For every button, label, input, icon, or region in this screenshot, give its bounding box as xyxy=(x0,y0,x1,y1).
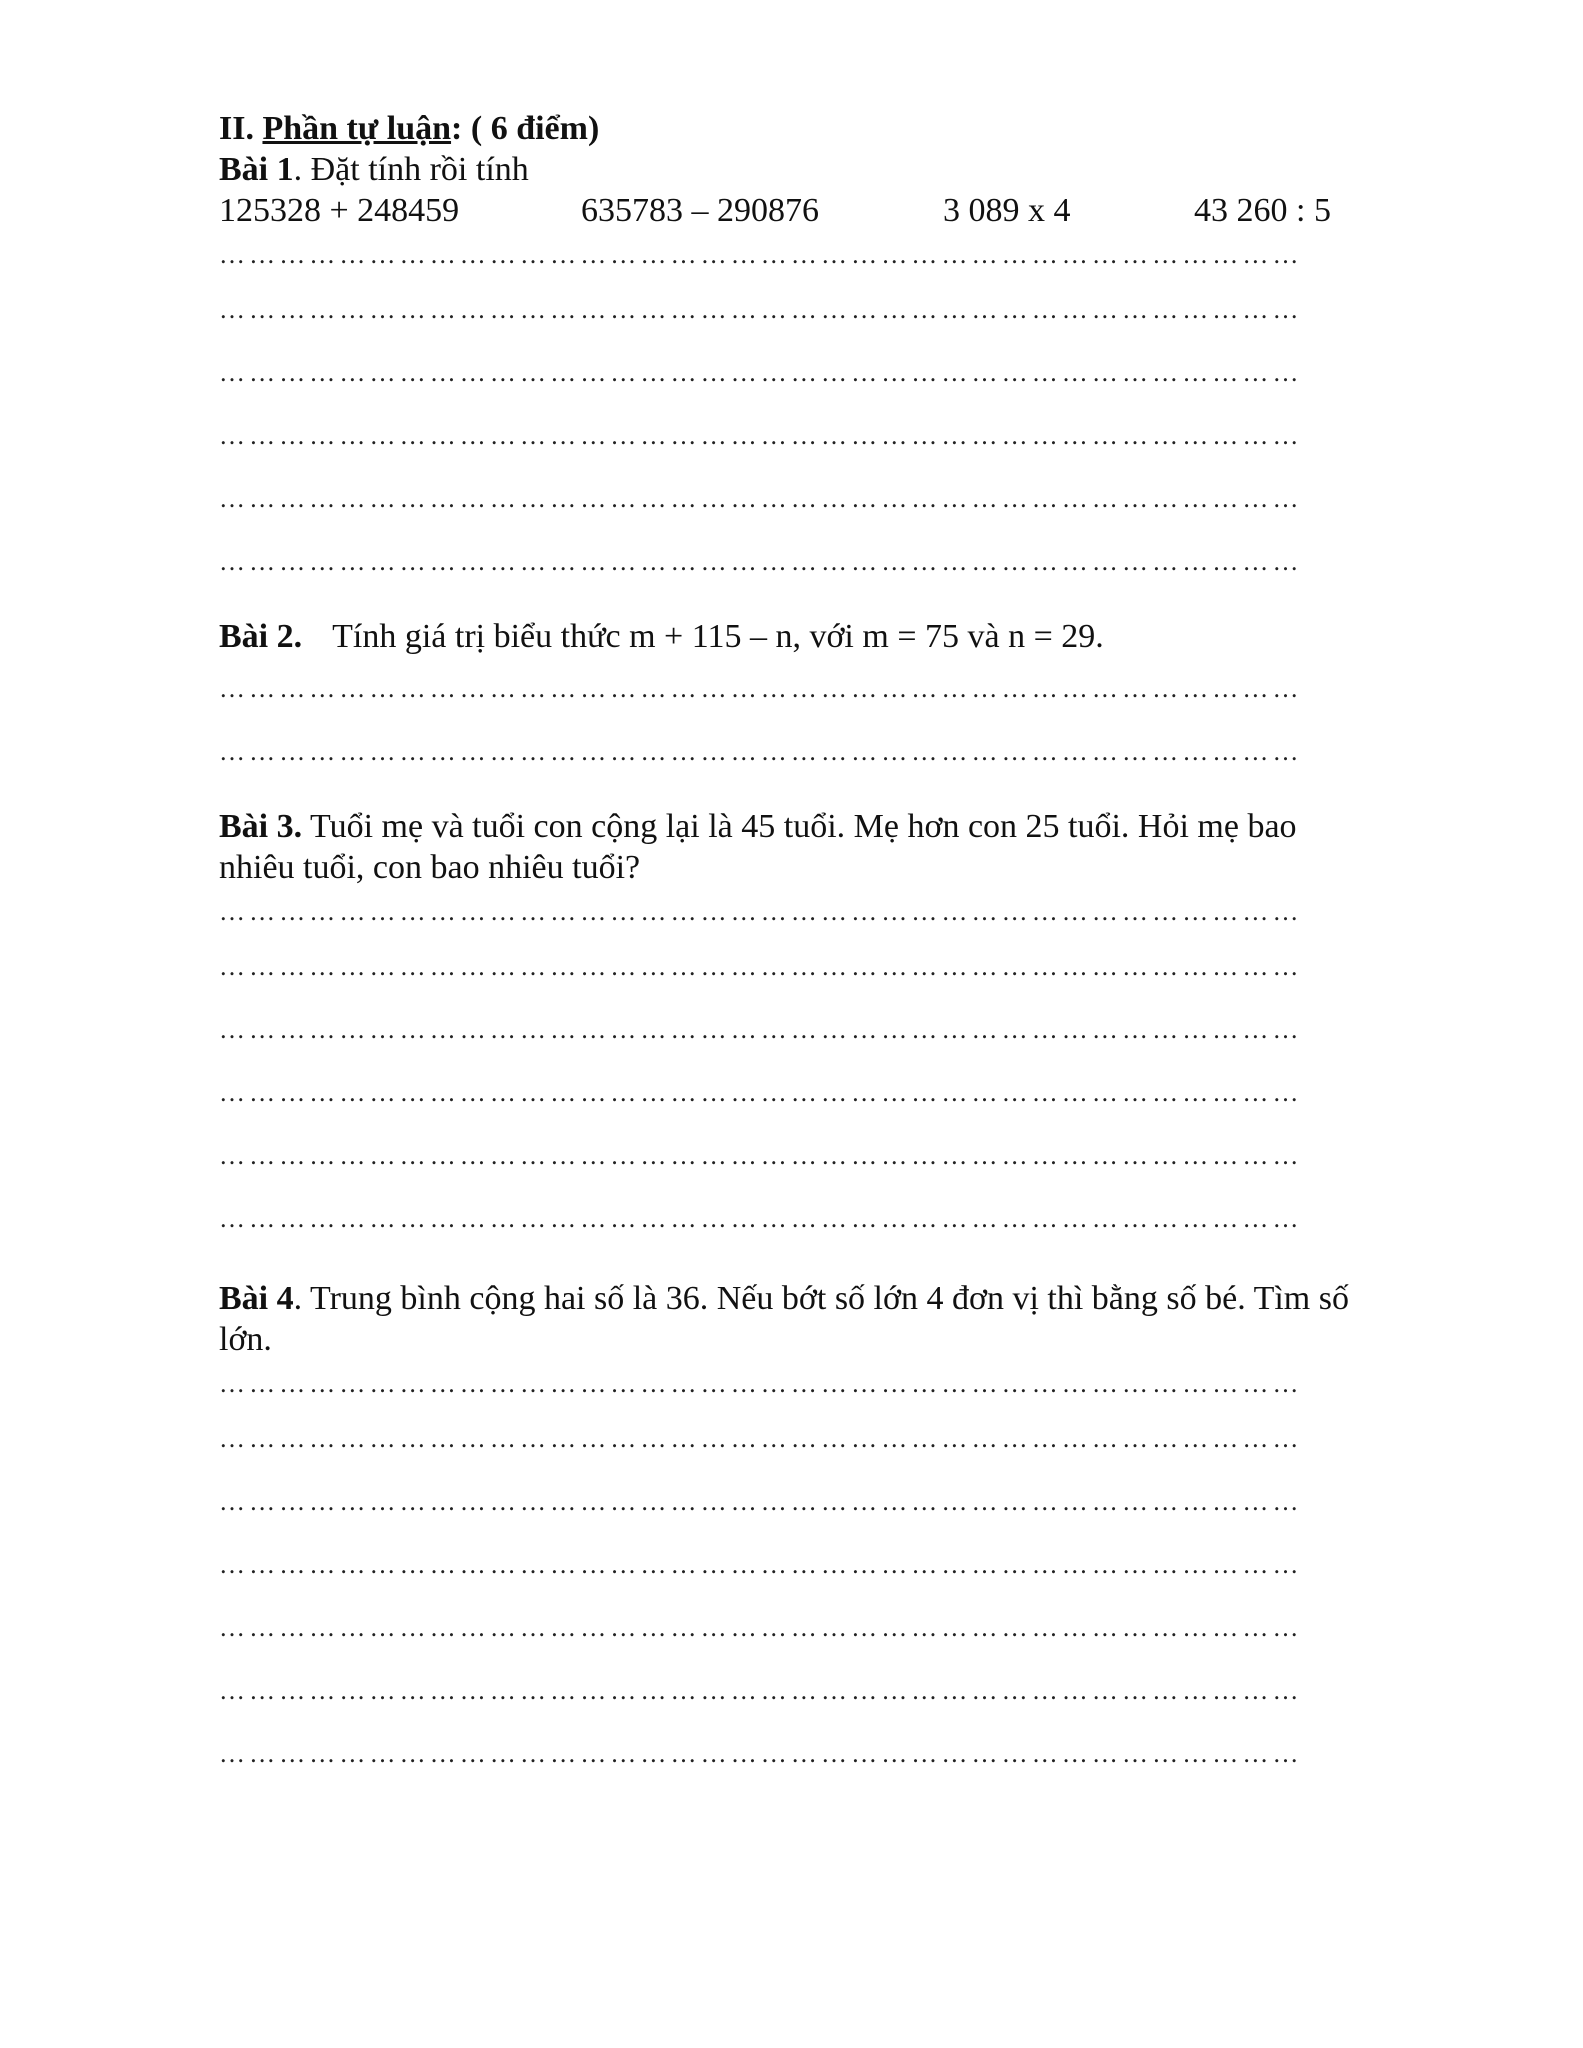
exercise-2-heading xyxy=(219,616,1429,657)
exercise-4-answer-area[interactable] xyxy=(219,1360,1429,1785)
answer-line[interactable]: ……………………………………………………………………………………………… xyxy=(219,1739,1303,1768)
answer-line[interactable]: ……………………………………………………………………………………………… xyxy=(219,421,1303,450)
exercise-3-text-line-2: nhiêu tuổi, con bao nhiêu tuổi? xyxy=(219,849,641,886)
section-heading xyxy=(219,108,1429,149)
answer-line[interactable]: ……………………………………………………………………………………………… xyxy=(219,547,1303,576)
exercise-1-answer-area[interactable] xyxy=(219,231,1429,593)
exercise-4-label: Bài 4 xyxy=(219,1280,294,1317)
exercise-1-heading xyxy=(219,149,1429,190)
section-roman: II. xyxy=(219,110,254,147)
exercise-4-text-line-1: . Trung bình cộng hai số là 36. Nếu bớt số lớn 4 đơn vị thì bằng số bé. Tìm số xyxy=(293,1280,1349,1317)
exercise-3-text-line-1: Tuổi mẹ và tuổi con cộng lại là 45 tuổi. Mẹ hơn con 25 tuổi. Hỏi mẹ bao xyxy=(302,808,1297,845)
answer-line[interactable]: ……………………………………………………………………………………………… xyxy=(219,1676,1303,1705)
answer-line[interactable]: ……………………………………………………………………………………………… xyxy=(219,897,1303,926)
section-points: : ( 6 điểm) xyxy=(451,110,600,147)
answer-line[interactable]: ……………………………………………………………………………………………… xyxy=(219,1204,1303,1233)
exercise-3-answer-area[interactable] xyxy=(219,888,1429,1250)
expression-4: 43 260 : 5 xyxy=(1194,192,1331,229)
answer-line[interactable]: ……………………………………………………………………………………………… xyxy=(219,674,1303,703)
expression-3: 3 089 x 4 xyxy=(943,192,1071,229)
exercise-2-label: Bài 2. xyxy=(219,618,303,655)
section-title: Phần tự luận xyxy=(262,110,452,147)
exercise-1-label: Bài 1 xyxy=(219,151,294,188)
answer-line[interactable]: ……………………………………………………………………………………………… xyxy=(219,1141,1303,1170)
answer-line[interactable]: ……………………………………………………………………………………………… xyxy=(219,1613,1303,1642)
exercise-2-answer-area[interactable] xyxy=(219,657,1429,783)
answer-line[interactable]: ……………………………………………………………………………………………… xyxy=(219,1424,1303,1453)
answer-line[interactable]: ……………………………………………………………………………………………… xyxy=(219,358,1303,387)
exercise-2-text: Tính giá trị biểu thức m + 115 – n, với m = 75 và n = 29. xyxy=(332,618,1104,655)
answer-line[interactable]: ……………………………………………………………………………………………… xyxy=(219,1550,1303,1579)
exercise-1-text: . Đặt tính rồi tính xyxy=(293,151,529,188)
expression-2: 635783 – 290876 xyxy=(581,192,819,229)
exercise-3-label: Bài 3. xyxy=(219,808,303,845)
answer-line[interactable]: ……………………………………………………………………………………………… xyxy=(219,737,1303,766)
exercise-4-text-line-2: lớn. xyxy=(219,1321,272,1358)
exercise-4-heading xyxy=(219,1278,1429,1319)
exercise-1-expressions xyxy=(219,190,1429,231)
answer-line[interactable]: ……………………………………………………………………………………………… xyxy=(219,1078,1303,1107)
answer-line[interactable]: ……………………………………………………………………………………………… xyxy=(219,1487,1303,1516)
expression-1: 125328 + 248459 xyxy=(219,192,460,229)
answer-line[interactable]: ……………………………………………………………………………………………… xyxy=(219,484,1303,513)
answer-line[interactable]: ……………………………………………………………………………………………… xyxy=(219,1369,1303,1398)
worksheet-page xyxy=(219,108,1429,1785)
answer-line[interactable]: ……………………………………………………………………………………………… xyxy=(219,1015,1303,1044)
answer-line[interactable]: ……………………………………………………………………………………………… xyxy=(219,295,1303,324)
answer-line[interactable]: ……………………………………………………………………………………………… xyxy=(219,952,1303,981)
answer-line[interactable]: ……………………………………………………………………………………………… xyxy=(219,240,1303,269)
exercise-3-heading xyxy=(219,806,1429,847)
